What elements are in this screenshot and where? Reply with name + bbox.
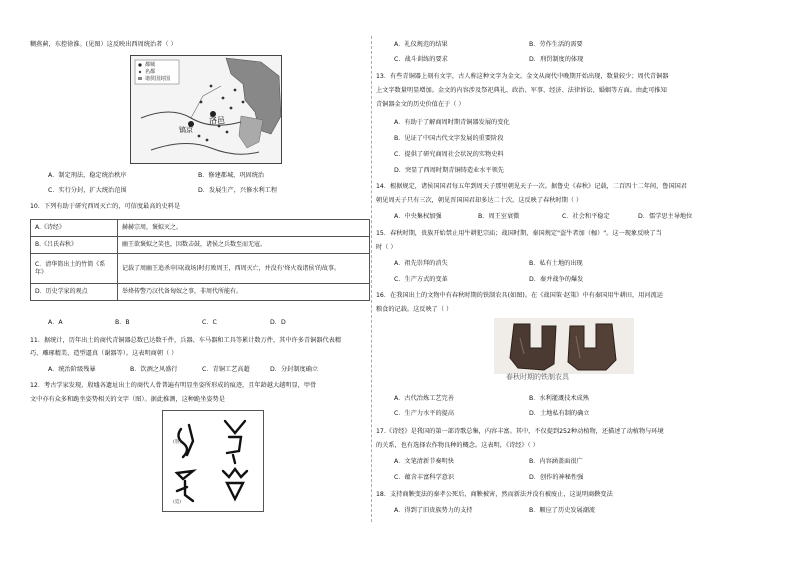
q9-options-row2 [48,187,348,195]
table-row [31,220,370,237]
q9-option-a[interactable]: A．制定刑法，稳定统治秩序 [48,172,127,179]
q15-line2: 时（ ） [376,244,397,251]
map-label-luoyi: 洛邑 [209,116,225,125]
source-name: A.《诗经》 [31,220,118,237]
source-name: D．历史学家的观点 [31,284,118,301]
q14-line1: 14．根据规定，诸侯国国君每五年到周天子那里朝见天子一次。据鲁史《春秋》记载，二百四十二年间，鲁国国君 [376,183,688,190]
q17-option-d[interactable]: D．创作的神秘性强 [529,474,584,481]
q16-option-a[interactable]: A．古代冶炼工艺完善 [394,395,454,402]
source-content: 记载了周幽王追杀申国(战场)时打败周王，西周灭亡，并没有'烽火戏诸侯'的故事。 [118,254,370,284]
source-content: 举烽传警乃汉代备匈奴之事，非周代所能有。 [118,284,370,301]
q13-option-b[interactable]: B．见证了中国古代文字发展的重要阶段 [394,135,504,142]
q14-option-a[interactable]: A．中央集权加强 [394,213,442,220]
q13-line3: 青铜器金文的历史价值在于（ ） [376,101,465,108]
q14-line2: 朝见周天子只有三次，朝见晋国国君却多达二十次。这反映了春秋时期（ ） [376,197,583,204]
q16-option-d[interactable]: D．土地私有制的确立 [529,410,590,417]
q14-option-d[interactable]: D．儒学思主导地位 [638,213,693,220]
column-divider [371,36,372,522]
q11-option-b[interactable]: B．饮酒之风盛行 [130,366,178,373]
q12-option-a[interactable]: A．礼仪规范的结果 [394,41,448,48]
q12-option-d[interactable]: D．刑罚制度的体现 [529,56,584,63]
q10-stem: 10．下列有助于研究西周灭亡的，可信度最高的史料是 [30,203,181,210]
q9-intro: 糊燕蓟，东控徐淮。(见图）这反映出西周统治者（ ） [30,41,177,48]
q12-stem-line2: 文中亦有众多和跪坐姿势相关的文字（图）。据此推测，这种跪坐姿势是 [30,396,225,403]
q12-stem-line1: 12．考古学家发现，殷墟各遗址出土的商代人骨普遍有明显坐姿所形成的痕迹，且年龄越大越明显，甲骨 [30,382,317,389]
q17-line1: 17.《诗经》是我国的第一部诗歌总集，内容丰富。其中，不仅提到252种动植物，还描述了动植物与环境 [376,428,664,435]
q15-option-a[interactable]: A．祖先崇拜的消失 [394,260,448,267]
q16-options-row2 [394,410,679,418]
q18-line1: 18．支持商鞅变法的秦孝公死后，商鞅被害，然而新法并没有被废止，这说明商鞅变法 [376,491,613,498]
source-name: C．清华简出土的竹简《系年》 [31,254,118,284]
q12-option-b[interactable]: B．劳作生活的需要 [529,41,583,48]
q17-option-c[interactable]: C．蕴含丰富科学意识 [394,474,455,481]
q11-stem-line2: 巧、雕琢精美、造型逼真（谢器等）。这表明商朝（ ） [30,350,178,357]
oracle-glyphs [163,411,263,511]
source-content: 赫赫宗周，褒姒灭之。 [118,220,370,237]
q13-line1: 13．有些青铜器上刻有文字，古人称这种文字为金文。金文从商代中晚期开始出现，数量较少；周代青铜器 [376,73,669,80]
legend-fief: 诸侯国封国 [145,76,171,82]
table-row [31,284,370,301]
q17-option-a[interactable]: A．文笔清新节奏明快 [394,458,454,465]
q12-option-c[interactable]: C．战斗训练的要求 [394,56,448,63]
q9-option-c[interactable]: C．实行分封，扩大统治范围 [48,187,127,194]
legend-city: 名都 [145,69,156,75]
q13-option-d[interactable]: D．突显了西周时期青铜铸造业水平领先 [394,167,504,174]
q18-option-a[interactable]: A．得到了旧贵族势力的支持 [394,507,473,514]
q17-options-row2 [394,474,679,482]
q17-options-row1 [394,458,679,466]
legend-capital: 都城 [145,62,156,68]
table-row [31,254,370,284]
q18-option-b[interactable]: B．顺应了历史发展潮流 [529,507,596,514]
svg-text:(祭): (祭) [173,440,182,445]
q12-options-row1 [394,41,679,49]
q13-option-c[interactable]: C．提供了研究商周社会状况的实物史料 [394,151,504,158]
table-row [31,237,370,254]
q16-options-row1 [394,395,679,403]
q14-option-b[interactable]: B．周王室衰微 [478,213,520,220]
q17-line2: 的关系，也有选择农作物良种的概念。这表明，《诗经》（ ） [376,442,539,449]
q9-option-b[interactable]: B．修建都城，巩固统治 [198,172,265,179]
source-content: 幽王欲褒姒之笑也，因数击鼓，诸侯之兵数至而无寇。 [118,237,370,254]
q11-option-c[interactable]: C．青铜工艺高超 [202,366,250,373]
q10-option-a[interactable]: A．A [48,319,63,326]
q9-option-d[interactable]: D．发展生产，兴修水利工程 [198,187,278,194]
q11-stem-line1: 11．据统计，历年出土的商代青铜器总数已达数千件，兵器、车马器和工具等累计数万件，其中许多青铜器代表精 [30,337,342,344]
q15-option-b[interactable]: B．私有土地的出现 [529,260,583,267]
q17-option-b[interactable]: B．内容涵盖面很广 [529,458,583,465]
q12-options-row2 [394,56,679,64]
q15-options-row2 [394,276,679,284]
q15-option-c[interactable]: C．生产方式的变革 [394,276,448,283]
q16-option-c[interactable]: C．生产力水平的提高 [394,410,455,417]
western-zhou-map [130,55,282,164]
q9-options-row1 [48,172,348,180]
q16-line2: 粮食的记载。这反映了（ ） [376,306,453,313]
q10-option-d[interactable]: D．D [270,319,286,326]
iron-tools-drawing [494,318,634,374]
q10-option-b[interactable]: B．B [115,319,130,326]
q16-line1: 16．在我国出土的文物中有春秋时期的铁制农具(如图)。在《战国策·赵策》中有秦国用牛耕田，用河流运 [376,292,663,299]
q10-option-c[interactable]: C．C [202,319,217,326]
svg-text:(觅): (觅) [173,500,182,505]
q11-option-a[interactable]: A．统治阶级残暴 [48,366,96,373]
q10-source-table [30,219,370,301]
oracle-bone-glyphs-figure [162,410,264,512]
q15-option-d[interactable]: D．秦并战争的爆发 [529,276,584,283]
figure-caption: 春秋时期的铁制农具 [506,373,569,381]
q13-option-a[interactable]: A．有助于了解商周时期青铜器发展的变化 [394,119,510,126]
q15-options-row1 [394,260,679,268]
map-label-haojing: 镐京 [179,126,193,134]
q16-option-b[interactable]: B．水利灌溉技术成熟 [529,395,589,402]
q15-line1: 15．春秋时期，贵族开始禁止用牛耕犯宗庙；战国时期，秦国规定"盗牛者加（枷）"。这一现象反映了当 [376,230,662,237]
q13-line2: 上文字数量明显增加。金文的内容涉及祭祀典礼、政治、军事、经济、法律诉讼、婚姻等方面。由此可推知 [376,87,667,94]
source-name: B.《吕氏春秋》 [31,237,118,254]
q14-option-c[interactable]: C．社会和平稳定 [562,213,610,220]
q11-option-d[interactable]: D．分封制度确立 [270,366,319,373]
q18-options-row1 [394,507,679,515]
